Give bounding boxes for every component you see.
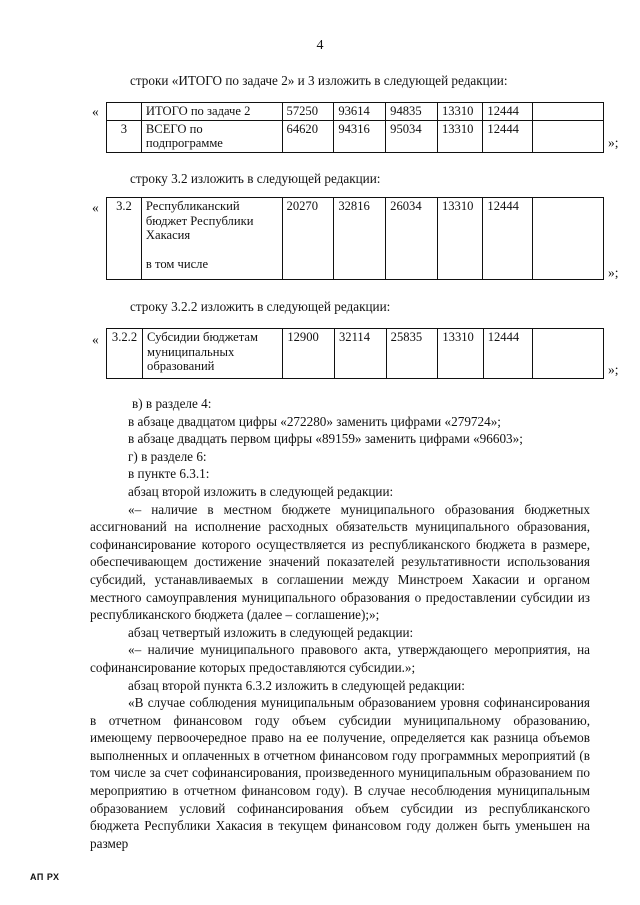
paragraph: в абзаце двадцать первом цифры «89159» заменить цифрами «96603»;	[128, 431, 523, 447]
section3-intro: строку 3.2.2 изложить в следующей редакции:	[130, 299, 391, 314]
paragraph: «– наличие в местном бюджете муниципального образования бюджетных ассигнований на исполнение расходных обязательств муниципального образования, софинансирование которого осуществляется из республиканского бюджета в размере, обеспечивающем достижение значений показателей результативности использования субсидий, устанавливаемых в соглашении между Минстроем Хакасии и органом местного самоуправления муниципального образования о предоставлении субсидии из республиканского бюджета (далее – соглашение);»;	[90, 501, 590, 623]
table-row	[107, 103, 604, 121]
cell-num: 3	[107, 120, 142, 152]
cell-num	[107, 103, 142, 121]
section1-close-quote: »;	[608, 135, 619, 150]
section2-open-quote: «	[92, 200, 99, 215]
cell-value: 12444	[483, 120, 533, 152]
cell-value: 94316	[334, 120, 386, 152]
cell-num: 3.2.2	[107, 329, 143, 379]
cell-value: 12444	[483, 103, 533, 121]
paragraph: в пункте 6.3.1:	[128, 466, 210, 482]
section2-table	[106, 197, 604, 280]
cell-name: ВСЕГО по подпрограмме	[141, 120, 282, 152]
cell-value: 13310	[437, 198, 482, 280]
cell-value: 26034	[386, 198, 438, 280]
cell-value: 93614	[334, 103, 386, 121]
cell-value: 12444	[483, 329, 533, 379]
cell-name	[141, 198, 282, 280]
cell-name: ИТОГО по задаче 2	[141, 103, 282, 121]
paragraph: «В случае соблюдения муниципальным образованием уровня софинансирования в отчетном финансовом году объем субсидии муниципальному образованию, имеющему первоочередное право на ее получение, определяется как разница объемов выполненных и оплаченных в отчетном финансовом году программных мероприятий (в том числе за счет софинансирования, произведенного муниципальным образованием по мероприятию в отчетном финансовом году). В случае несоблюдения муниципальным образованием условий софинансирования объем субсидии из республиканского бюджета Республики Хакасия в текущем финансовом году должен быть уменьшен на размер	[90, 695, 590, 851]
paragraph: «– наличие муниципального правового акта, утверждающего мероприятия, на софинансирование которых предоставляются субсидии.»;	[90, 642, 590, 675]
cell-name-line1: Республиканский бюджет Республики Хакасия	[145, 199, 254, 242]
page-number: 4	[316, 38, 324, 53]
cell-name-line2: в том числе	[145, 256, 209, 271]
section1-table	[106, 102, 604, 153]
cell-empty	[533, 198, 604, 280]
paragraph: в абзаце двадцатом цифры «272280» заменить цифрами «279724»;	[128, 413, 501, 429]
paragraph: в) в разделе 4:	[132, 396, 212, 411]
cell-empty	[533, 103, 604, 121]
cell-value: 12900	[283, 329, 335, 379]
paragraph: г) в разделе 6:	[128, 448, 207, 464]
paragraph: абзац четвертый изложить в следующей редакции:	[128, 624, 414, 640]
cell-value: 32816	[334, 198, 386, 280]
cell-value: 25835	[386, 329, 438, 379]
cell-value: 57250	[282, 103, 334, 121]
section2-intro: строку 3.2 изложить в следующей редакции:	[130, 171, 381, 186]
section3-table	[106, 328, 604, 379]
section3-close-quote: »;	[608, 362, 619, 377]
cell-value: 13310	[437, 120, 482, 152]
footer-mark: АП РХ	[30, 872, 60, 882]
cell-num: 3.2	[107, 198, 142, 280]
paragraph: абзац второй изложить в следующей редакции:	[128, 483, 394, 499]
cell-value: 94835	[386, 103, 438, 121]
table-row	[107, 120, 604, 152]
table-row	[107, 329, 604, 379]
paragraph: абзац второй пункта 6.3.2 изложить в следующей редакции:	[128, 677, 465, 693]
section3-open-quote: «	[92, 332, 99, 347]
cell-value: 13310	[438, 329, 483, 379]
cell-value: 64620	[282, 120, 334, 152]
cell-name: Субсидии бюджетам муниципальных образований	[143, 329, 283, 379]
cell-empty	[533, 120, 604, 152]
section1-intro: строки «ИТОГО по задаче 2» и 3 изложить в следующей редакции:	[130, 73, 508, 88]
section1-open-quote: «	[92, 104, 99, 119]
cell-empty	[533, 329, 604, 379]
cell-value: 32114	[335, 329, 387, 379]
table-row	[107, 198, 604, 280]
cell-value: 95034	[386, 120, 438, 152]
cell-value: 12444	[483, 198, 533, 280]
section2-close-quote: »;	[608, 265, 619, 280]
cell-value: 13310	[437, 103, 482, 121]
body-text	[90, 395, 590, 852]
cell-value: 20270	[282, 198, 334, 280]
